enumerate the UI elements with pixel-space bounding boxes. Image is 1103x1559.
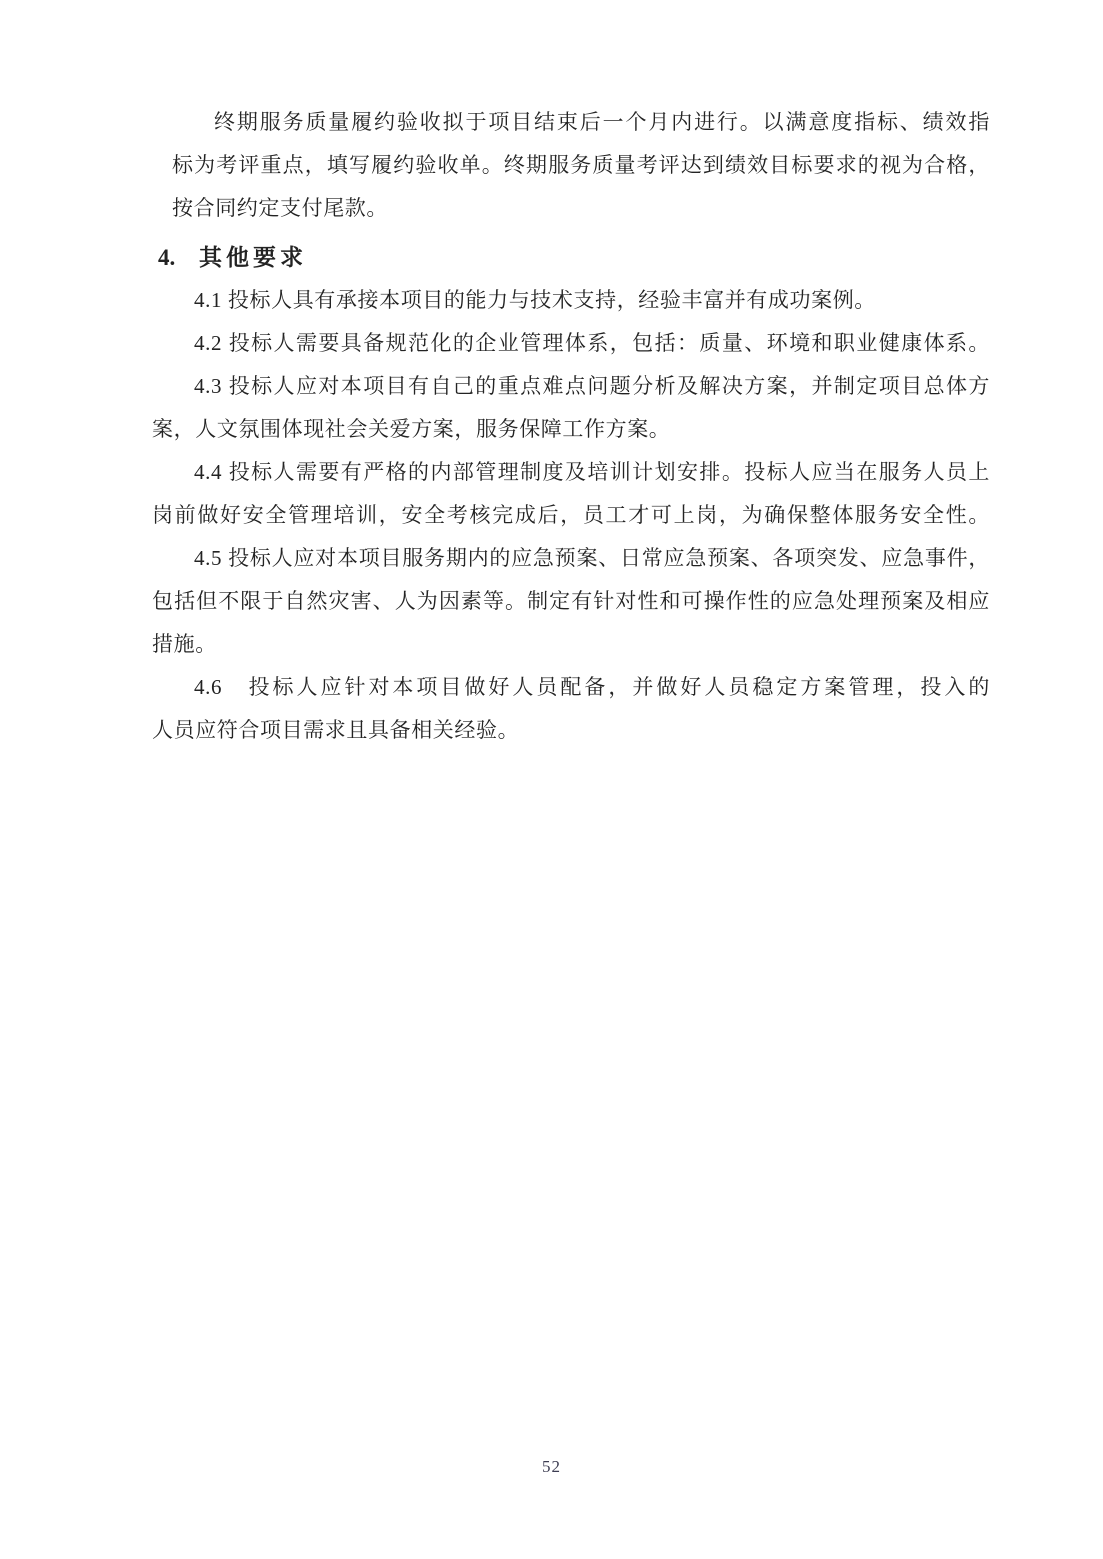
text-line: 按合同约定支付尾款。 bbox=[172, 196, 388, 220]
text-line: 4.6 投标人应针对本项目做好人员配备，并做好人员稳定方案管理，投入的 bbox=[194, 675, 990, 699]
page-footer bbox=[0, 1455, 1103, 1479]
text-line: 4.2 投标人需要具备规范化的企业管理体系，包括：质量、环境和职业健康体系。 bbox=[194, 331, 990, 355]
clause-4-1 bbox=[152, 279, 990, 322]
heading-number: 4. bbox=[158, 245, 176, 270]
clause-4-2 bbox=[152, 322, 990, 365]
page-number: 52 bbox=[542, 1457, 561, 1476]
section-4-heading bbox=[152, 236, 990, 279]
text-line: 4.4 投标人需要有严格的内部管理制度及培训计划安排。投标人应当在服务人员上 bbox=[194, 460, 990, 484]
text-line: 措施。 bbox=[152, 632, 217, 656]
text-line: 标为考评重点，填写履约验收单。终期服务质量考评达到绩效目标要求的视为合格， bbox=[172, 153, 990, 177]
text-line: 包括但不限于自然灾害、人为因素等。制定有针对性和可操作性的应急处理预案及相应 bbox=[152, 589, 990, 613]
text-line: 4.3 投标人应对本项目有自己的重点难点问题分析及解决方案，并制定项目总体方 bbox=[194, 374, 990, 398]
final-acceptance-paragraph bbox=[172, 101, 990, 230]
text-line: 终期服务质量履约验收拟于项目结束后一个月内进行。以满意度指标、绩效指 bbox=[214, 110, 990, 134]
clause-4-5 bbox=[152, 537, 990, 666]
clause-4-4 bbox=[152, 451, 990, 537]
heading-title: 其他要求 bbox=[199, 245, 307, 270]
text-line: 4.5 投标人应对本项目服务期内的应急预案、日常应急预案、各项突发、应急事件， bbox=[194, 546, 990, 570]
document-body bbox=[152, 101, 990, 752]
clause-4-6 bbox=[152, 666, 990, 752]
clause-4-3 bbox=[152, 365, 990, 451]
text-line: 岗前做好安全管理培训，安全考核完成后，员工才可上岗，为确保整体服务安全性。 bbox=[152, 503, 990, 527]
text-line: 案，人文氛围体现社会关爱方案，服务保障工作方案。 bbox=[152, 417, 671, 441]
text-line: 人员应符合项目需求且具备相关经验。 bbox=[152, 718, 520, 742]
text-line: 4.1 投标人具有承接本项目的能力与技术支持，经验丰富并有成功案例。 bbox=[194, 288, 876, 312]
